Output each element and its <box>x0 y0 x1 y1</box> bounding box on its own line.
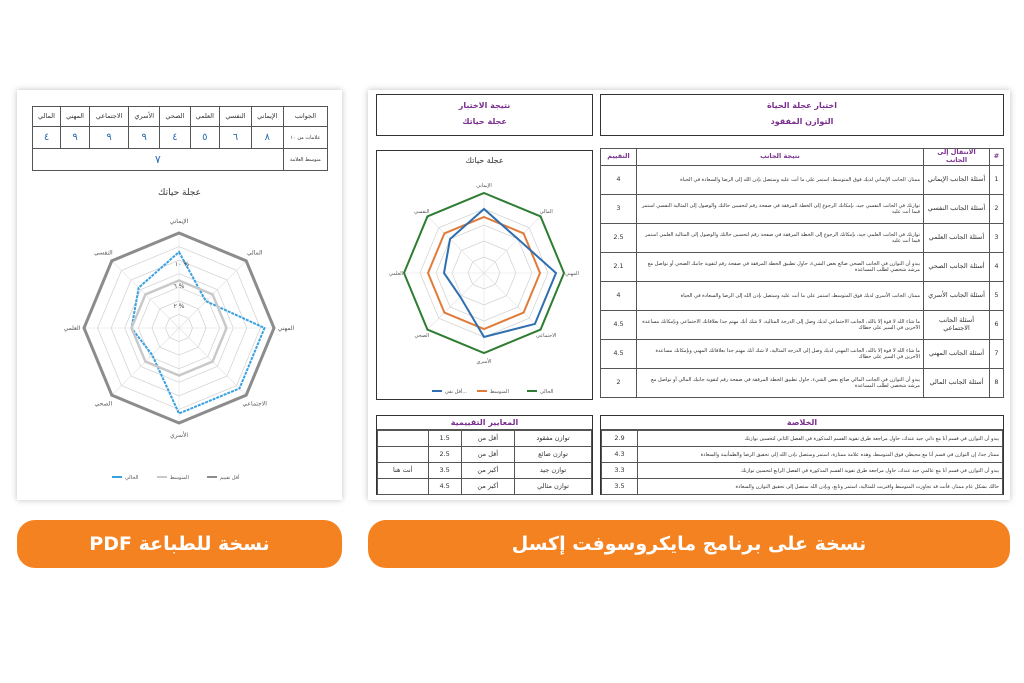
radar-axis-label: الاجتماعي <box>242 400 267 408</box>
summary-title: الخلاصة <box>601 416 1003 430</box>
result-link[interactable]: أسئلة الجانب الصحي <box>924 252 990 281</box>
result-row <box>601 194 1004 223</box>
col-header-result: نتيجة الجانب <box>637 149 924 166</box>
excel-radar-chart <box>377 165 592 399</box>
radar-axis-label: الصحي <box>414 333 430 340</box>
legend-label: أقل تقي... <box>445 389 468 395</box>
result-text: ممتاز، الجانب الأسري لديك فوق المتوسط، استمر على ما أنت عليه وستصل بإذن الله إلى الرضا والسعادة في الحياة <box>637 281 924 310</box>
result-index: 2 <box>990 194 1004 223</box>
result-row <box>601 310 1004 339</box>
criteria-value: 4.5 <box>428 479 461 495</box>
criteria-compare: أقل من <box>461 431 514 447</box>
result-score: 2.1 <box>601 252 637 281</box>
legend-label: المتوسط <box>170 475 189 481</box>
pdf-header-cell: الجوانب <box>283 107 327 127</box>
pdf-row-label: علامات من ١٠ <box>283 127 327 149</box>
test-result-value: عجلة حياتك <box>462 117 507 126</box>
test-result-title: نتيجة الاختبار <box>458 101 511 110</box>
result-text: ما شاء الله لا قوة إلا بالله، الجانب المهني لديك وصل إلى الدرجة المثالية، لا شك أنك مهتم جدا بعلاقاتك المهني وبإمكانك مساعدة الآخرين في السير على خطاك <box>637 339 924 368</box>
criteria-label: توازن جيد <box>515 463 592 479</box>
result-score: 4 <box>601 165 637 194</box>
summary-text: ممتاز جدا، إن التوازن في قسم أنا مع محيطي فوق المتوسط، وهذه علامة ممتازة، استمر وستصل بإذن الله إلى تحقيق الرضا والطمأنينة والسعادة <box>638 447 1003 463</box>
result-text: يبدو أن التوازن في الجانب المالي ضائع بعض الشيء، حاول تطبيق الخطة المرفقة في صفحة رقم لتقوية جانبك المالي أو تواصل مع مرشد شخصي لطلب المساعدة <box>637 368 924 397</box>
excel-chart-title: عجلة حياتك <box>465 156 504 165</box>
summary-value: 2.9 <box>602 431 638 447</box>
col-header-score: التقييم <box>601 149 637 166</box>
radar-ring-label: ٦ % <box>173 283 185 290</box>
result-index: 3 <box>990 223 1004 252</box>
pdf-version-label[interactable]: نسخة للطباعة PDF <box>17 520 342 568</box>
pdf-score-cell: ٥ <box>190 127 219 149</box>
test-name-value: التوازن المفقود <box>770 117 834 126</box>
criteria-row <box>378 479 592 495</box>
pdf-score-cell: ٤ <box>160 127 190 149</box>
result-text: يبدو أن التوازن في الجانب الصحي ضائع بعض الشيء، حاول تطبيق الخطة المرفقة في صفحة رقم لتقوية جانبك الصحي أو تواصل مع مرشد شخصي لطلب المساعدة <box>637 252 924 281</box>
result-score: 2 <box>601 368 637 397</box>
summary-row <box>602 447 1003 463</box>
criteria-compare: أقل من <box>461 447 514 463</box>
result-link[interactable]: أسئلة الجانب المهني <box>924 339 990 368</box>
result-score: 2.5 <box>601 223 637 252</box>
criteria-marker <box>378 479 429 495</box>
result-row <box>601 339 1004 368</box>
pdf-score-table <box>32 106 328 171</box>
criteria-table <box>377 430 592 495</box>
results-table <box>600 148 1004 398</box>
radar-axis-label: النفسي <box>93 249 113 257</box>
pdf-avg-label: متوسط العلامة <box>283 149 327 171</box>
col-header-link: الانتقال إلى الجانب <box>924 149 990 166</box>
radar-axis-label: العلمي <box>388 271 404 277</box>
test-name-box <box>600 94 1004 136</box>
criteria-marker: أنت هنا <box>378 463 429 479</box>
result-score: 4.5 <box>601 310 637 339</box>
result-index: 7 <box>990 339 1004 368</box>
legend-label: المتوسط <box>490 389 509 395</box>
result-row <box>601 281 1004 310</box>
radar-axis-label: الأسري <box>169 432 189 439</box>
criteria-label: توازن مفقود <box>515 431 592 447</box>
criteria-marker <box>378 447 429 463</box>
criteria-compare: أكبر من <box>461 479 514 495</box>
pdf-header-cell: المالي <box>33 107 61 127</box>
summary-row <box>602 479 1003 495</box>
summary-text: حالك بشكل عام ممتاز، فأنت قد تجاوزت المتوسط واقتربت للمثالية، استمر وتابع، وبإذن الله ستصل إلى تحقيق التوازن والسعادة <box>638 479 1003 495</box>
radar-axis-label: الإيماني <box>476 183 492 189</box>
pdf-sheet <box>17 90 342 500</box>
radar-ring-label: ١٠ % <box>174 261 190 268</box>
radar-ring-label: ٢ % <box>173 303 185 310</box>
pdf-score-cell: ٤ <box>33 127 61 149</box>
result-text: توازنك في الجانب النفسي جيد، بإمكانك الرجوع إلى الخطة المرفقة في صفحة رقم لتحسين حالتك والوصول إلى المثالية النفسي استمر فيما أنت عليه <box>637 194 924 223</box>
result-link[interactable]: أسئلة الجانب الاجتماعي <box>924 310 990 339</box>
radar-axis-label: المهني <box>565 271 579 277</box>
summary-text: يبدو أن التوازن في قسم أنا مع ذاتي جيد عندك، حاول مراجعة طرق تقوية القسم المذكورة في الفصل الثاني لتحسين توازنك <box>638 431 1003 447</box>
radar-axis-label: الأسري <box>476 359 492 365</box>
criteria-row <box>378 463 592 479</box>
test-result-box <box>376 94 593 136</box>
legend-label: أقل تقييم <box>220 475 240 481</box>
radar-axis-label: الصحي <box>94 400 113 408</box>
radar-axis-label: الإيماني <box>169 218 189 225</box>
criteria-value: 1.5 <box>428 431 461 447</box>
result-link[interactable]: أسئلة الجانب النفسي <box>924 194 990 223</box>
excel-chart-box <box>376 150 593 400</box>
summary-row <box>602 431 1003 447</box>
criteria-compare: أكبر من <box>461 463 514 479</box>
result-index: 1 <box>990 165 1004 194</box>
pdf-header-cell: المهني <box>61 107 90 127</box>
result-row <box>601 252 1004 281</box>
pdf-score-cell: ٨ <box>251 127 283 149</box>
excel-sheet <box>368 90 1010 500</box>
pdf-header-cell: الأسري <box>129 107 160 127</box>
result-row <box>601 368 1004 397</box>
pdf-score-cell: ٩ <box>61 127 90 149</box>
summary-value: 4.3 <box>602 447 638 463</box>
pdf-avg-value: ٧ <box>33 149 284 171</box>
radar-axis-label: العلمي <box>63 325 81 332</box>
summary-value: 3.3 <box>602 463 638 479</box>
pdf-chart-title: عجلة حياتك <box>158 188 201 198</box>
summary-value: 3.5 <box>602 479 638 495</box>
summary-row <box>602 463 1003 479</box>
summary-text: يبدو أن التوازن في قسم أنا مع عالمي جيد عندك، حاول مراجعة طرق تقوية القسم المذكورة في الفصل الرابع لتحسين توازنك <box>638 463 1003 479</box>
pdf-header-cell: العلمي <box>190 107 219 127</box>
result-score: 3 <box>601 194 637 223</box>
summary-box <box>600 415 1004 495</box>
criteria-row <box>378 447 592 463</box>
result-text: ممتاز، الجانب الإيماني لديك فوق المتوسط، استمر على ما أنت عليه وستصل بإذن الله إلى الرضا والسعادة في الحياة <box>637 165 924 194</box>
result-index: 8 <box>990 368 1004 397</box>
pdf-header-cell: الاجتماعي <box>90 107 129 127</box>
radar-axis-label: النفسي <box>413 208 430 215</box>
radar-axis-label: المالي <box>539 208 553 215</box>
result-text: توازنك في الجانب العلمي جيد، بإمكانك الرجوع إلى الخطة المرفقة في صفحة رقم لتحسين حالتك والوصول إلى المثالية العلمي استمر فيما أنت عليه <box>637 223 924 252</box>
criteria-box <box>376 415 593 495</box>
summary-table <box>601 430 1003 495</box>
radar-axis-label: الاجتماعي <box>536 333 557 340</box>
pdf-score-cell: ٦ <box>220 127 252 149</box>
criteria-value: 2.5 <box>428 447 461 463</box>
pdf-header-cell: الصحي <box>160 107 190 127</box>
result-row <box>601 165 1004 194</box>
criteria-value: 3.5 <box>428 463 461 479</box>
criteria-marker <box>378 431 429 447</box>
pdf-score-cell: ٩ <box>129 127 160 149</box>
result-link[interactable]: أسئلة الجانب الأسري <box>924 281 990 310</box>
radar-axis-label: المهني <box>277 325 295 332</box>
criteria-label: توازن ضائع <box>515 447 592 463</box>
result-link[interactable]: أسئلة الجانب الإيماني <box>924 165 990 194</box>
result-link[interactable]: أسئلة الجانب المالي <box>924 368 990 397</box>
legend-label: الحالي <box>125 475 139 481</box>
pdf-header-cell: النفسي <box>220 107 252 127</box>
radar-axis-label: المالي <box>246 249 263 257</box>
criteria-label: توازن مثالي <box>515 479 592 495</box>
result-row <box>601 223 1004 252</box>
result-index: 5 <box>990 281 1004 310</box>
col-header-index: # <box>990 149 1004 166</box>
legend-label: الحالي <box>540 389 554 395</box>
pdf-score-cell: ٩ <box>90 127 129 149</box>
result-index: 4 <box>990 252 1004 281</box>
result-score: 4 <box>601 281 637 310</box>
test-name-title: اختبار عجلة الحياة <box>766 101 838 110</box>
result-score: 4.5 <box>601 339 637 368</box>
result-index: 6 <box>990 310 1004 339</box>
pdf-radar-chart <box>17 200 342 490</box>
result-link[interactable]: أسئلة الجانب العلمي <box>924 223 990 252</box>
pdf-header-cell: الإيماني <box>251 107 283 127</box>
excel-version-label[interactable]: نسخة على برنامج مايكروسوفت إكسل <box>368 520 1010 568</box>
criteria-row <box>378 431 592 447</box>
criteria-title: المعايير التقييمية <box>377 416 592 430</box>
result-text: ما شاء الله لا قوة إلا بالله، الجانب الاجتماعي لديك وصل إلى الدرجة المثالية، لا شك أنك مهتم جدا بعلاقاتك الاجتماعي وبإمكانك مساعدة الآخرين في السير على خطاك <box>637 310 924 339</box>
